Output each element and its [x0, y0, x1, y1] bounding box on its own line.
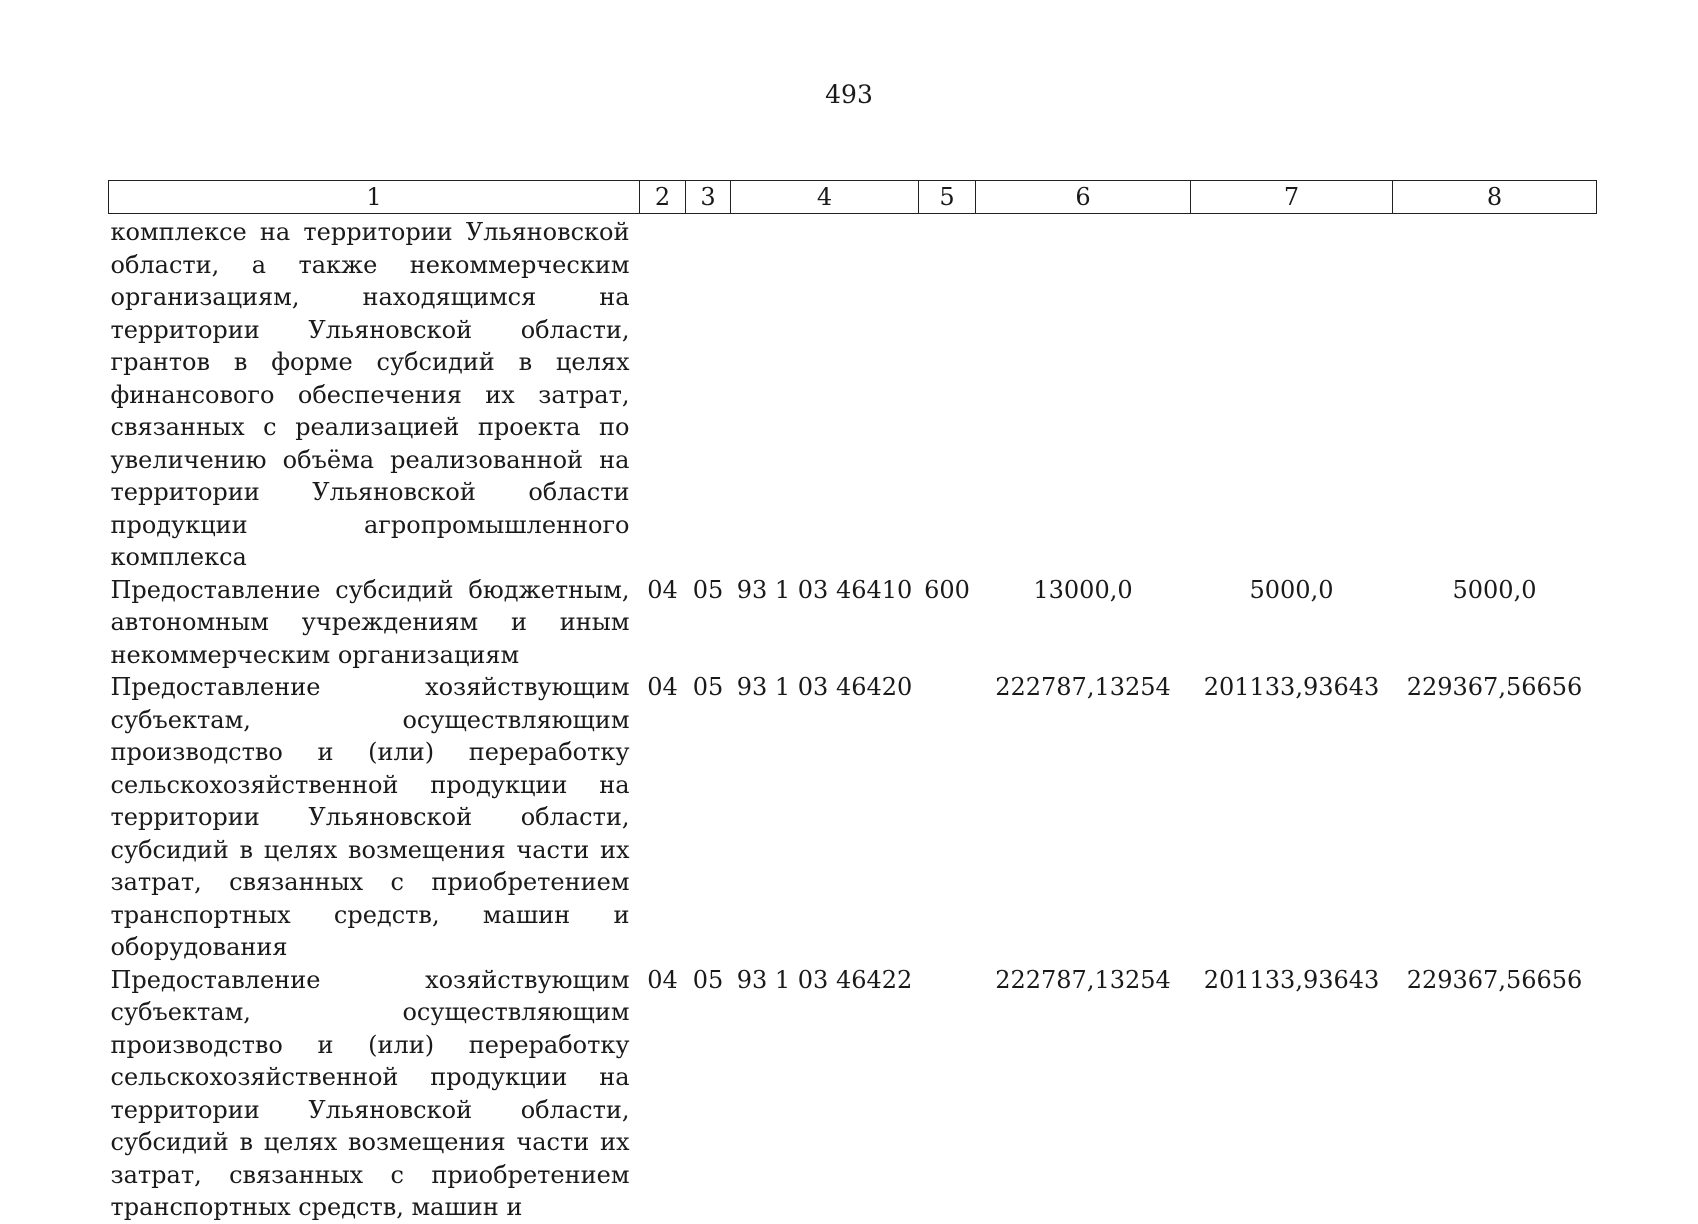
section-code: 04	[647, 965, 678, 994]
column-header: 3	[686, 181, 731, 214]
amount-col8: 229367,56656	[1406, 965, 1583, 994]
amount-col8: 5000,0	[1452, 575, 1537, 604]
expense-type-code: 600	[924, 575, 970, 604]
row-description: Предоставление субсидий бюджетным, автономным учреждениям и иным некоммерческим организациям	[110, 575, 630, 669]
table-row	[109, 671, 1597, 964]
section-code	[640, 214, 686, 574]
section-code: 04	[647, 673, 678, 701]
amount-col7	[1191, 214, 1393, 574]
row-description: Предоставление хозяйствующим субъектам, осуществляющим производство и (или) переработку сельскохозяйственной продукции на территории Ульяновской области, субсидий в целях возмещения части их затрат, связанных с приобретением транспортных средств, машин и	[110, 965, 630, 1221]
subsection-code: 05	[692, 673, 724, 701]
target-article-code: 93 1 03 46422	[736, 965, 913, 994]
column-header: 1	[109, 181, 640, 214]
amount-col6	[976, 214, 1191, 574]
expense-type-code	[919, 214, 976, 574]
column-header: 5	[919, 181, 976, 214]
amount-col8: 229367,56656	[1406, 673, 1583, 701]
column-header: 8	[1393, 181, 1597, 214]
column-header: 4	[731, 181, 919, 214]
amount-col7: 201133,93643	[1203, 965, 1380, 994]
table-header-row	[109, 181, 1597, 214]
expense-type-code	[919, 671, 976, 964]
subsection-code: 05	[692, 965, 724, 994]
amount-col6: 13000,0	[1033, 575, 1133, 604]
amount-col7: 5000,0	[1249, 575, 1334, 604]
subsection-code	[686, 214, 731, 574]
section-code: 04	[647, 575, 678, 604]
column-header: 6	[976, 181, 1191, 214]
column-header: 2	[640, 181, 686, 214]
row-description: комплексе на территории Ульяновской области, а также некоммерческим организациям, находящимся на территории Ульяновской области, грантов в форме субсидий в целях финансового обеспечения их затрат, связанных с реализацией проекта по увеличению объёма реализованной на территории Ульяновской области продукции агропромышленного комплекса	[110, 218, 630, 571]
table-row	[109, 964, 1597, 1224]
row-description: Предоставление хозяйствующим субъектам, осуществляющим производство и (или) переработку сельскохозяйственной продукции на территории Ульяновской области, субсидий в целях возмещения части их затрат, связанных с приобретением транспортных средств, машин и оборудования	[110, 673, 630, 961]
table-row	[109, 214, 1597, 574]
column-header: 7	[1191, 181, 1393, 214]
target-article-code: 93 1 03 46420	[736, 673, 913, 701]
budget-table	[108, 180, 1597, 1224]
page-number: 493	[825, 80, 873, 109]
amount-col8	[1393, 214, 1597, 574]
target-article-code	[731, 214, 919, 574]
subsection-code: 05	[692, 575, 724, 604]
expense-type-code	[919, 964, 976, 1224]
target-article-code: 93 1 03 46410	[736, 575, 913, 604]
amount-col6: 222787,13254	[995, 965, 1171, 994]
amount-col7: 201133,93643	[1203, 673, 1380, 701]
table-row	[109, 574, 1597, 672]
amount-col6: 222787,13254	[995, 673, 1171, 701]
